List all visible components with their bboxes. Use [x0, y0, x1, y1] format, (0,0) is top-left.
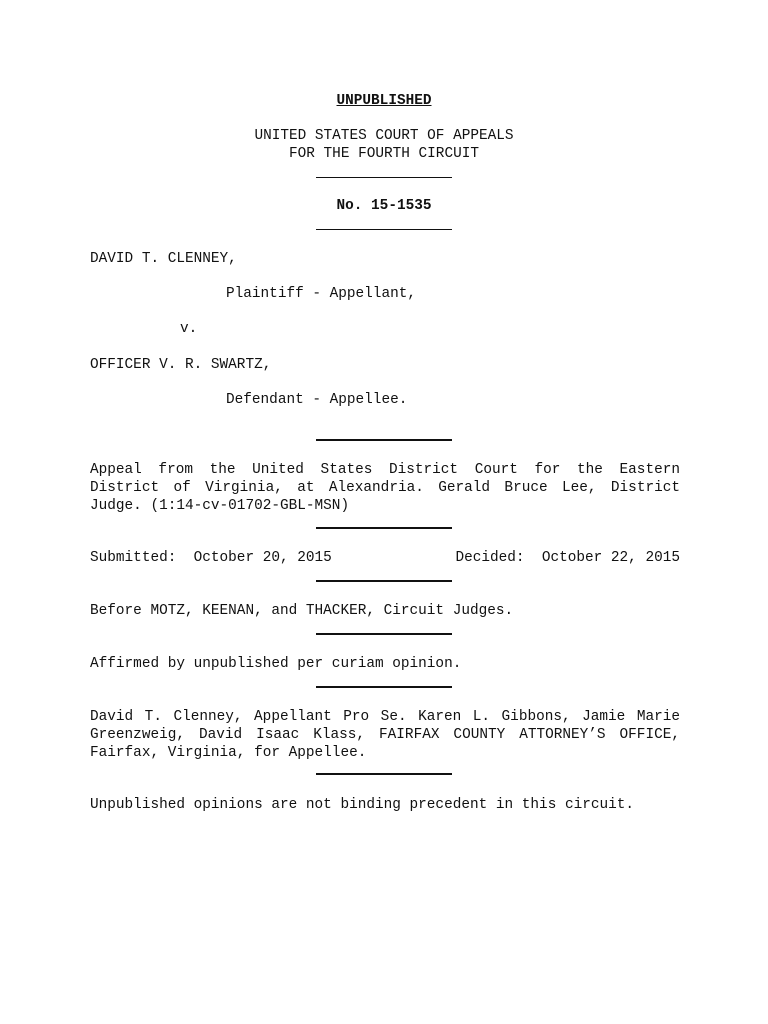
plaintiff-name: DAVID T. CLENNEY,	[90, 251, 237, 267]
divider-rule	[316, 773, 452, 775]
divider-rule	[316, 633, 452, 635]
plaintiff-role: Plaintiff - Appellant,	[226, 286, 416, 302]
divider-rule	[316, 229, 452, 230]
divider-rule	[316, 686, 452, 688]
defendant-role: Defendant - Appellee.	[226, 392, 408, 408]
court-name-line1: UNITED STATES COURT OF APPEALS	[254, 128, 514, 144]
divider-rule	[316, 177, 452, 178]
disposition: Affirmed by unpublished per curiam opinion.	[90, 656, 462, 672]
divider-rule	[316, 439, 452, 441]
precedent-notice: Unpublished opinions are not binding precedent in this circuit.	[90, 797, 635, 813]
decided-date: Decided: October 22, 2015	[455, 550, 680, 566]
appeal-info: Appeal from the United States District Court for the Eastern District of Virginia, at Alexandria. Gerald Bruce Lee, District Judge. (1:14-cv-01702-GBL-MSN)	[90, 462, 680, 514]
submitted-date: Submitted: October 20, 2015	[90, 550, 332, 566]
defendant-name: OFFICER V. R. SWARTZ,	[90, 357, 272, 373]
panel-judges: Before MOTZ, KEENAN, and THACKER, Circuit Judges.	[90, 603, 514, 619]
case-number: No. 15-1535	[336, 198, 432, 214]
dates-line	[90, 549, 680, 567]
court-name-line2: FOR THE FOURTH CIRCUIT	[289, 146, 479, 162]
versus: v.	[180, 321, 198, 337]
publication-status: UNPUBLISHED	[336, 93, 432, 109]
divider-rule	[316, 580, 452, 582]
counsel: David T. Clenney, Appellant Pro Se. Karen L. Gibbons, Jamie Marie Greenzweig, David Isaac Klass, FAIRFAX COUNTY ATTORNEY’S OFFICE, Fairfax, Virginia, for Appellee.	[90, 709, 680, 761]
divider-rule	[316, 527, 452, 529]
